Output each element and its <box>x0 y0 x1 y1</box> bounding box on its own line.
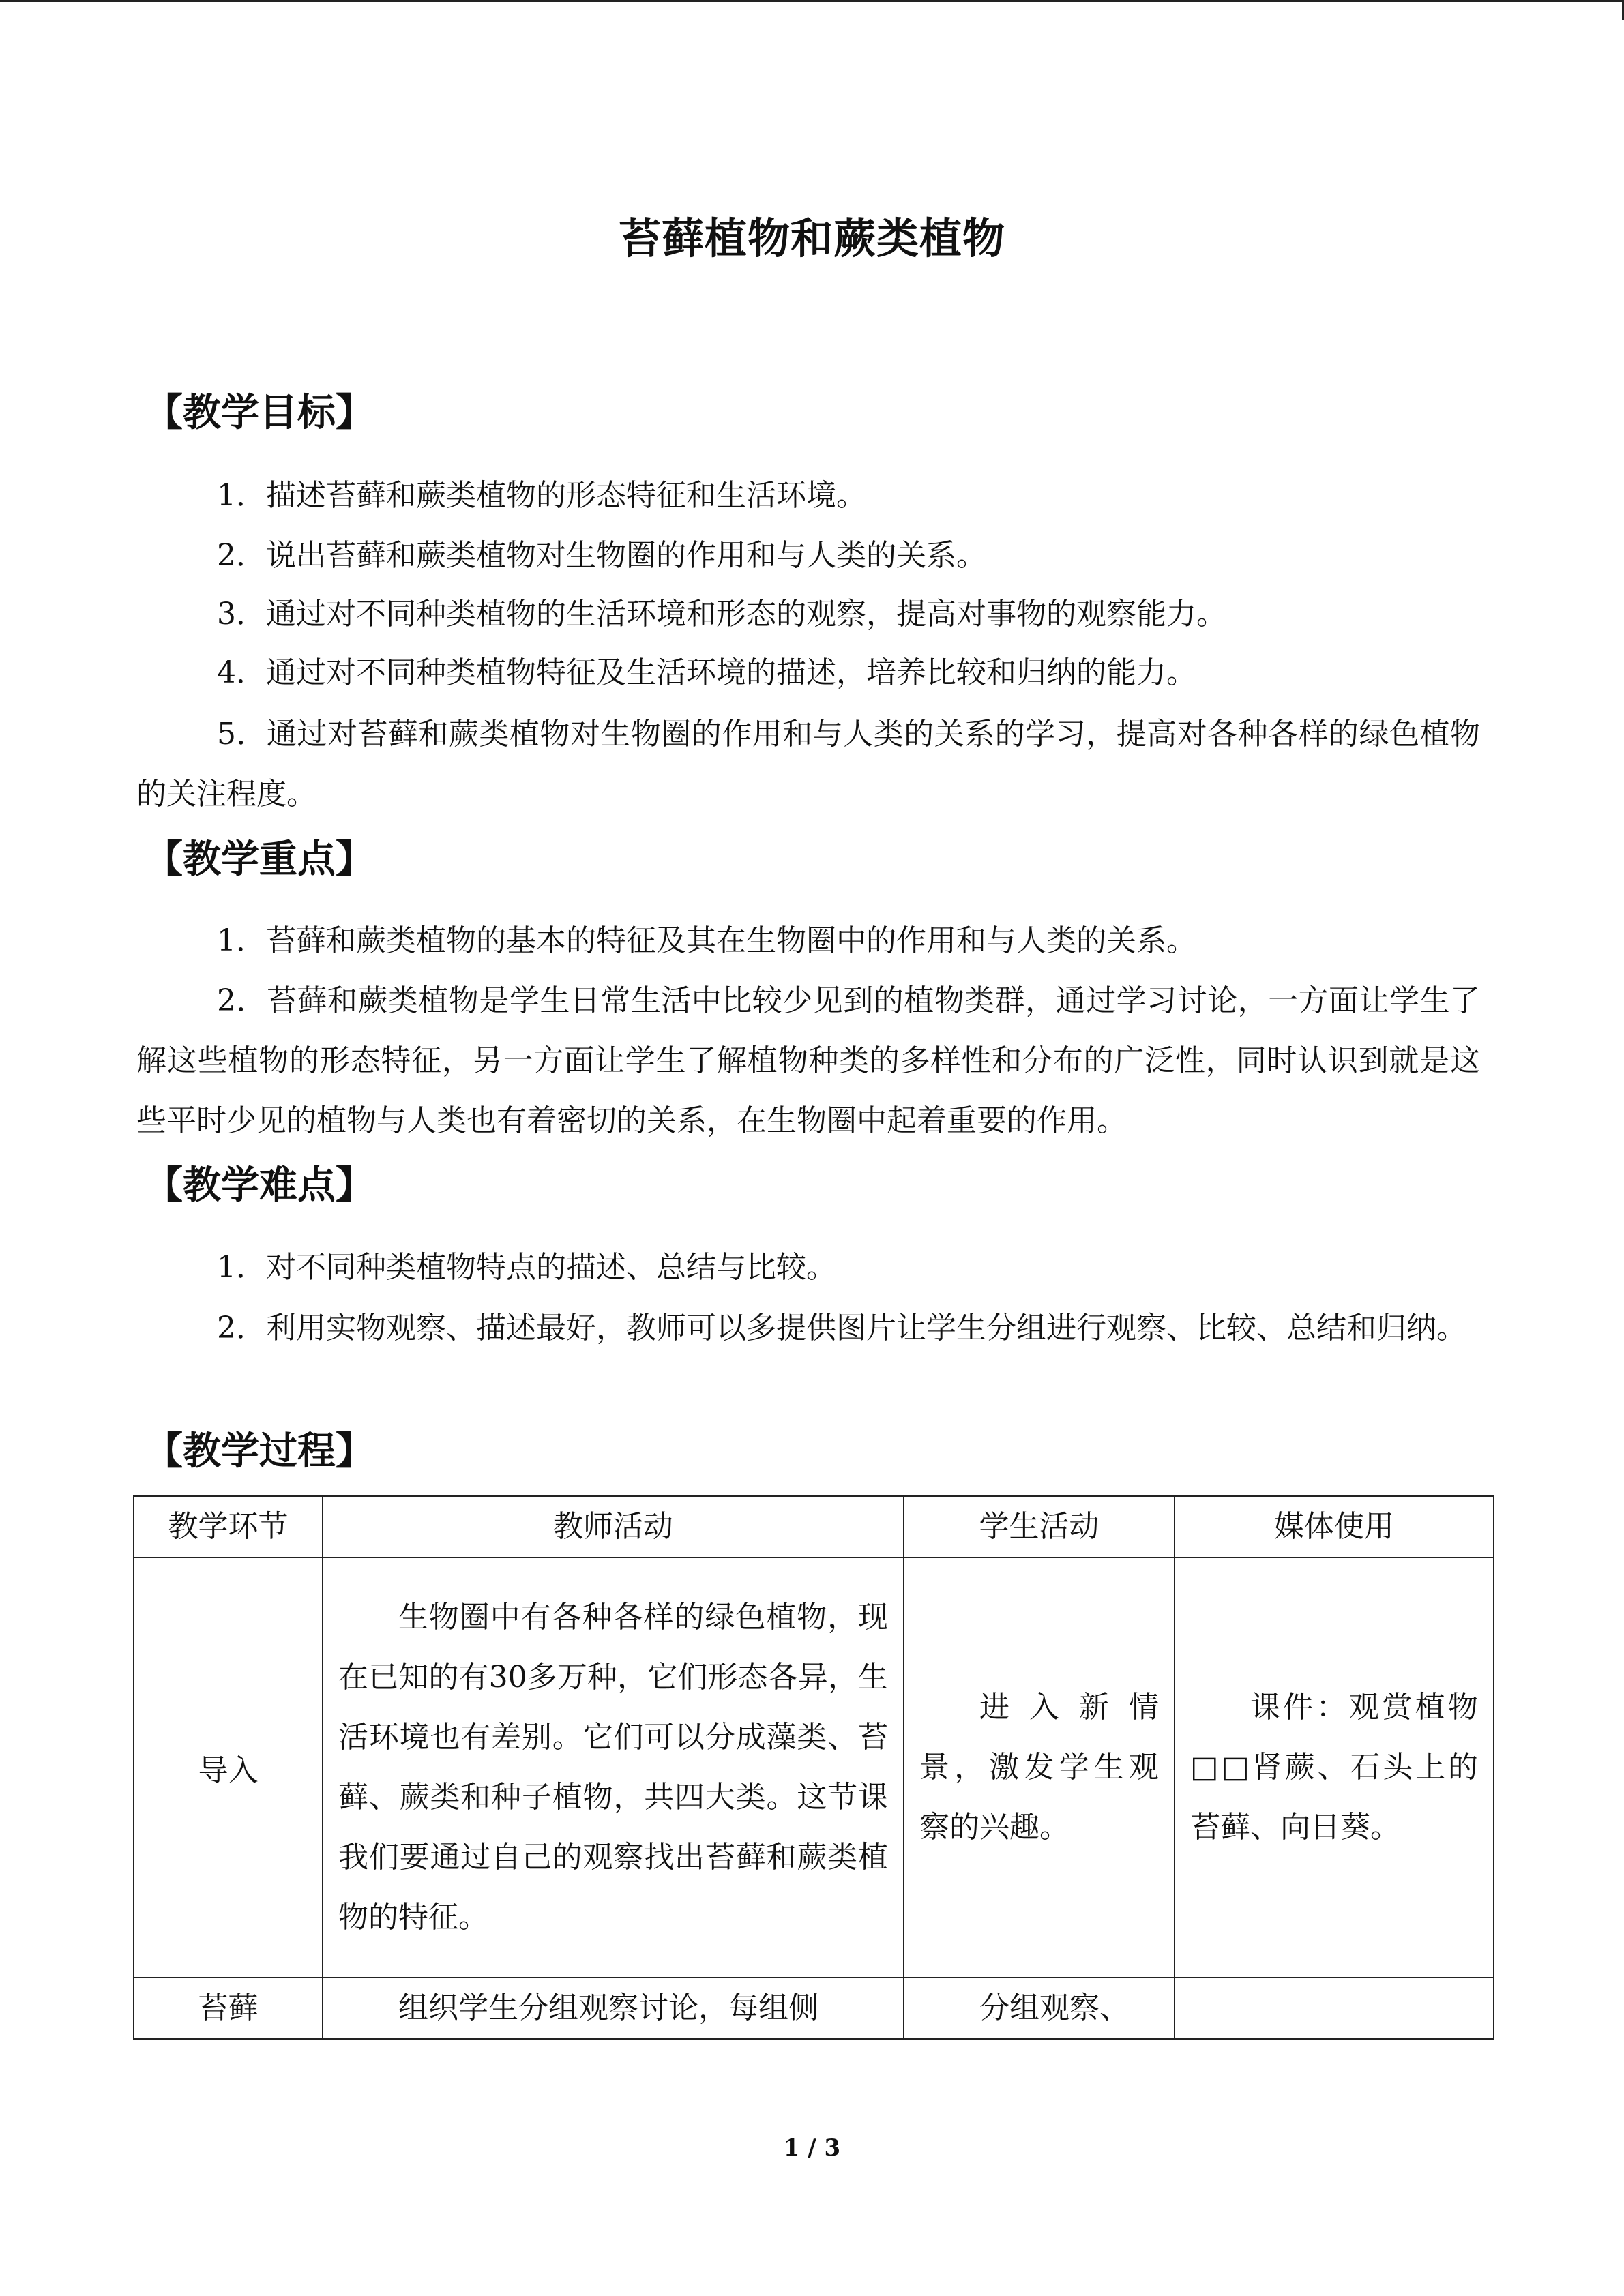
column-header-stage: 教学环节 <box>134 1496 323 1557</box>
page-number: 1 / 3 <box>783 2134 841 2162</box>
table-row <box>134 1978 1494 2039</box>
section-heading-key-points: 【教学重点】 <box>145 837 374 882</box>
teaching-process-table <box>133 1495 1494 2040</box>
row-teacher-activity-cell: 生物圈中有各种各样的绿色植物，现在已知的有30多万种，它们形态各异，生活环境也有差别。它们可以分成藻类、苔藓、蕨类和种子植物，共四大类。这节课我们要通过自己的观察找出苔藓和蕨类植物的特征。 <box>323 1557 904 1978</box>
row-media-cell: 课件：观赏植物□□肾蕨、石头上的苔藓、向日葵。 <box>1175 1557 1494 1978</box>
table-header-row <box>134 1496 1494 1557</box>
goal-item-2: 2．说出苔藓和蕨类植物对生物圈的作用和与人类的关系。 <box>217 538 986 573</box>
section-heading-process: 【教学过程】 <box>145 1429 374 1474</box>
row-student-activity-cell: 分组观察、 <box>904 1978 1175 2039</box>
column-header-teacher: 教师活动 <box>323 1496 904 1557</box>
row-stage-cell: 苔藓 <box>134 1978 323 2039</box>
goal-item-1: 1．描述苔藓和蕨类植物的形态特征和生活环境。 <box>217 478 866 513</box>
column-header-media: 媒体使用 <box>1175 1496 1494 1557</box>
section-heading-difficulties: 【教学难点】 <box>145 1163 374 1208</box>
key-point-item-2: 2．苔藓和蕨类植物是学生日常生活中比较少见到的植物类群，通过学习讨论，一方面让学生了解这些植物的形态特征，另一方面让学生了解植物种类的多样性和分布的广泛性，同时认识到就是这些平时少见的植物与人类也有着密切的关系，在生物圈中起着重要的作用。 <box>136 983 1480 1138</box>
difficulty-item-1: 1．对不同种类植物特点的描述、总结与比较。 <box>217 1250 836 1285</box>
table-row <box>134 1557 1494 1978</box>
row-student-activity-cell: 进入新情景，激发学生观察的兴趣。 <box>904 1557 1175 1978</box>
key-point-item-1: 1．苔藓和蕨类植物的基本的特征及其在生物圈中的作用和与人类的关系。 <box>217 923 1196 958</box>
row-teacher-activity-cell: 组织学生分组观察讨论，每组侧 <box>323 1978 904 2039</box>
column-header-student: 学生活动 <box>904 1496 1175 1557</box>
document-title: 苔藓植物和蕨类植物 <box>618 213 1005 263</box>
goal-item-4: 4．通过对不同种类植物特征及生活环境的描述，培养比较和归纳的能力。 <box>217 655 1196 690</box>
row-stage-cell: 导入 <box>134 1557 323 1978</box>
difficulty-item-2: 2．利用实物观察、描述最好，教师可以多提供图片让学生分组进行观察、比较、总结和归纳。 <box>217 1311 1466 1345</box>
page-top-border <box>0 0 1624 2</box>
goal-item-3: 3．通过对不同种类植物的生活环境和形态的观察，提高对事物的观察能力。 <box>217 597 1226 631</box>
row-media-cell <box>1175 1978 1494 2039</box>
section-heading-goals: 【教学目标】 <box>145 390 374 435</box>
goal-item-5: 5．通过对苔藓和蕨类植物对生物圈的作用和与人类的关系的学习，提高对各种各样的绿色植物的关注程度。 <box>136 717 1480 811</box>
